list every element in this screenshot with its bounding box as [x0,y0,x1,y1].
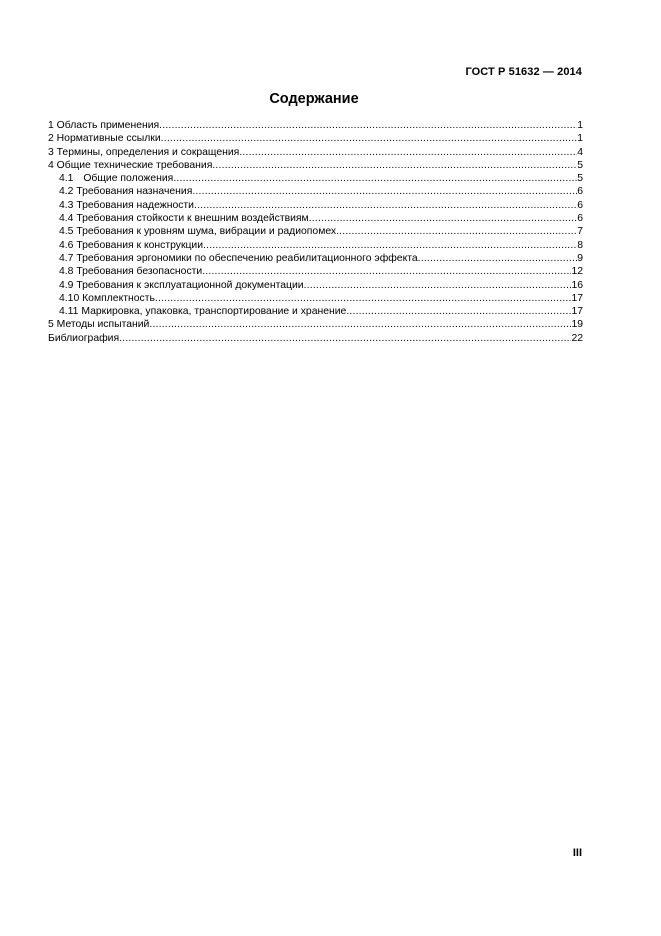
toc-page-number: 19 [571,319,583,331]
toc-page-number: 17 [571,292,583,304]
page-number: III [572,847,582,859]
toc-page-number: 22 [571,332,583,344]
toc-title: Содержание [269,91,359,107]
toc-entry[interactable]: 4.4 Требования стойкости к внешним воздействиям ..... 6 [48,212,583,225]
toc-entry[interactable]: 4.7 Требования эргономики по обеспечению реабилитационного эффекта ..... 9 [48,252,583,265]
toc-entry[interactable]: 3 Термины, определения и сокращения ..... 4 [48,146,583,159]
toc-page-number: 4 [577,146,583,158]
toc-page-number: 12 [571,266,583,278]
table-of-contents [48,119,583,345]
toc-page-number: 8 [577,239,583,251]
toc-page-number: 5 [577,173,583,185]
toc-page-number: 1 [577,133,583,145]
toc-entry[interactable]: 1 Область применения ..... 1 [48,119,583,132]
toc-page-number: 17 [571,306,583,318]
toc-page-number: 6 [577,213,583,225]
toc-page-number: 16 [571,279,583,291]
toc-page-number: 5 [577,159,583,171]
toc-page-number: 1 [577,120,583,131]
toc-page-number: 6 [577,199,583,211]
toc-entry[interactable]: 4 Общие технические требования ..... 5 [48,159,583,172]
toc-entry[interactable]: 5 Методы испытаний ..... 19 [48,318,583,331]
toc-page-number: 6 [577,186,583,198]
toc-entry[interactable]: 4.3 Требования надежности ..... 6 [48,199,583,212]
toc-entry[interactable]: 4.2 Требования назначения ..... 6 [48,185,583,198]
toc-entry[interactable]: 4.9 Требования к эксплуатационной документации ..... 16 [48,279,583,292]
toc-page-number: 7 [577,226,583,238]
toc-entry[interactable]: 4.11 Маркировка, упаковка, транспортирование и хранение ..... 17 [48,305,583,318]
toc-entry[interactable]: 2 Нормативные ссылки ..... 1 [48,132,583,145]
document-code: ГОСТ Р 51632 — 2014 [465,66,582,78]
toc-entry[interactable]: 4.5 Требования к уровням шума, вибрации и радиопомех ..... 7 [48,225,583,238]
toc-entry[interactable]: 4.10 Комплектность ..... 17 [48,292,583,305]
toc-entry[interactable]: 4.1 Общие положения ..... 5 [48,172,583,185]
toc-entry[interactable]: 4.8 Требования безопасности ..... 12 [48,265,583,278]
toc-entry[interactable]: Библиография ..... 22 [48,332,583,345]
toc-page-number: 9 [577,252,583,264]
toc-entry[interactable]: 4.6 Требования к конструкции ..... 8 [48,239,583,252]
